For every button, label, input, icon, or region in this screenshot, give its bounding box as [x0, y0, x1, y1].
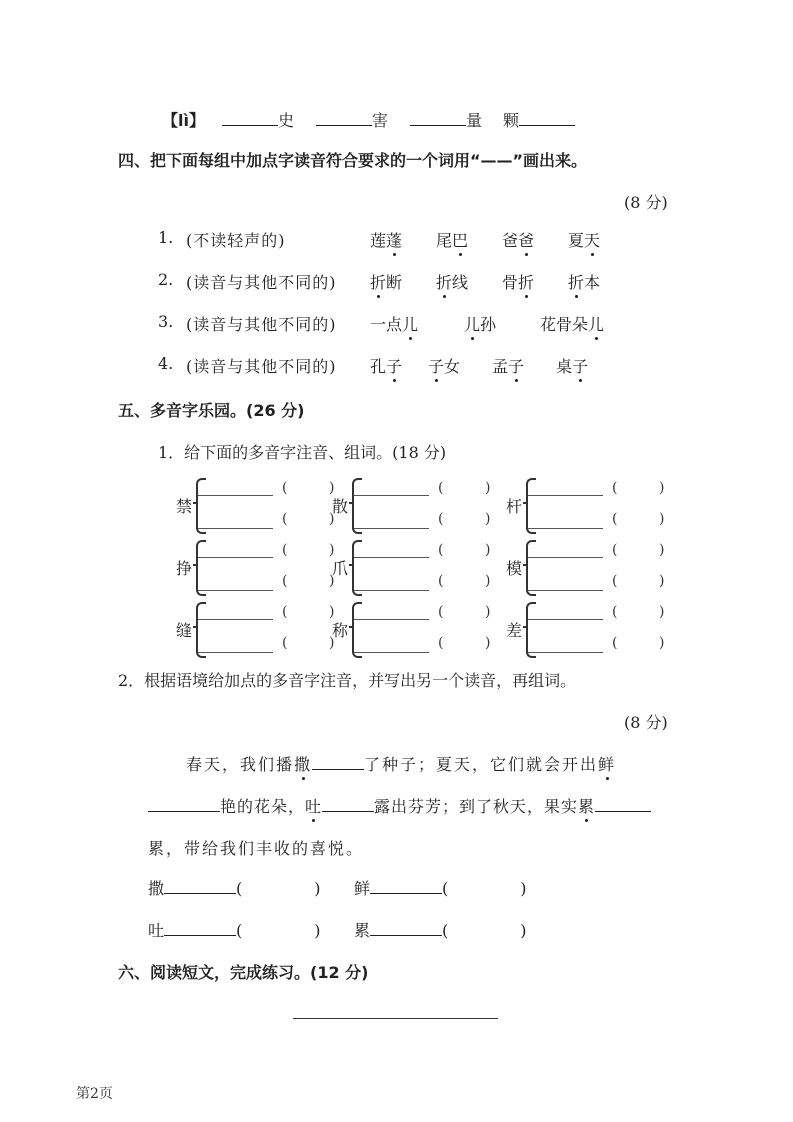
paren-open: ( [612, 480, 618, 496]
brace-nub [349, 626, 353, 632]
question-requirement: (读音与其他不同的) [186, 273, 337, 292]
word-blank[interactable] [354, 557, 429, 558]
dotted-char: 儿 [464, 312, 480, 335]
paren-close: ) [329, 511, 335, 527]
word-char: 夏 [568, 231, 585, 250]
passage-line-3: 累，带给我们丰收的喜悦。 [148, 839, 365, 858]
brace-nub [523, 626, 527, 632]
polyphone-char: 禁 [176, 497, 193, 516]
brace-nub [193, 626, 197, 632]
li-item-2 [316, 108, 388, 131]
paren-open: ( [612, 573, 618, 589]
paren-close: ) [329, 573, 335, 589]
word-char: 女 [444, 357, 461, 376]
polyphone-group [506, 602, 666, 658]
brace-icon [196, 602, 206, 658]
page-number: 第2页 [76, 1086, 113, 1102]
section5-q2-score: (8 分) [624, 713, 668, 732]
paren-close: ) [485, 635, 491, 651]
word-option[interactable] [370, 312, 418, 335]
word-char: 点 [386, 315, 403, 334]
paren-open: ( [438, 480, 444, 496]
brace-nub [349, 502, 353, 508]
paren-open: ( [438, 604, 444, 620]
dotted-char: 撒 [294, 752, 312, 775]
answer-blank[interactable] [595, 797, 651, 812]
brace-nub [193, 564, 197, 570]
paren-close: ) [659, 604, 665, 620]
word-blank[interactable] [198, 495, 273, 496]
word-option[interactable] [540, 312, 604, 335]
paren-open: ( [282, 635, 288, 651]
paren-close: ) [659, 511, 665, 527]
word-blank[interactable] [528, 557, 603, 558]
answer-blank[interactable] [164, 921, 236, 936]
word-blank[interactable] [528, 528, 603, 529]
polyphone-group [176, 540, 336, 596]
word-blank[interactable] [354, 495, 429, 496]
word-blank[interactable] [354, 652, 429, 653]
li-char: 史 [278, 111, 295, 130]
li-item-1 [222, 108, 294, 131]
paren-open: ( [282, 604, 288, 620]
li-pronunciation-row [162, 108, 205, 131]
paren-close: ) [485, 542, 491, 558]
answer-blank[interactable] [222, 111, 278, 126]
answer-blank[interactable] [519, 111, 575, 126]
word-blank[interactable] [198, 528, 273, 529]
paren-open: ( [612, 542, 618, 558]
answer-blank[interactable] [316, 111, 372, 126]
dotted-char: 爸 [518, 228, 534, 251]
word-char: 孔 [370, 357, 387, 376]
paren-close: ) [485, 573, 491, 589]
polyphone-char: 差 [506, 621, 523, 640]
polyphone-group [506, 478, 666, 534]
dotted-char: 吐 [305, 794, 322, 817]
paren-open: ( [282, 573, 288, 589]
paren-close: ) [659, 480, 665, 496]
paren-open: ( [236, 879, 243, 898]
brace-icon [526, 602, 536, 658]
dotted-char: 天 [584, 228, 600, 251]
li-char: 害 [372, 111, 389, 130]
brace-icon [196, 478, 206, 534]
paren-close: ) [485, 511, 491, 527]
word-char: 桌 [556, 357, 573, 376]
paren-close: ) [520, 879, 527, 898]
dotted-char: 子 [428, 354, 444, 377]
word-blank[interactable] [528, 619, 603, 620]
word-option[interactable] [436, 228, 468, 251]
polyphone-char: 散 [332, 497, 349, 516]
answer-blank[interactable] [410, 111, 466, 126]
word-option[interactable] [464, 312, 496, 335]
answer-row-lei [354, 918, 527, 941]
polyphone-char: 缝 [176, 621, 193, 640]
paren-open: ( [438, 635, 444, 651]
word-blank[interactable] [528, 590, 603, 591]
li-char: 量 [466, 111, 483, 130]
paren-open: ( [282, 542, 288, 558]
word-option[interactable] [492, 354, 524, 377]
passage-text: 艳的花朵， [220, 797, 306, 816]
polyphone-group [176, 602, 336, 658]
section6-title: 六、阅读短文，完成练习。(12 分) [118, 963, 369, 982]
polyphone-group [506, 540, 666, 596]
question-number: 1. [158, 228, 174, 247]
question-number: 4. [158, 354, 174, 373]
polyphone-char: 挣 [176, 559, 193, 578]
answer-char: 吐 [148, 921, 165, 940]
polyphone-group [332, 540, 492, 596]
dotted-char: 折 [568, 270, 584, 293]
word-option[interactable] [502, 270, 534, 293]
brace-icon [352, 540, 362, 596]
polyphone-char: 称 [332, 621, 349, 640]
word-char: 线 [452, 273, 469, 292]
paren-close: ) [659, 573, 665, 589]
paren-open: ( [442, 921, 449, 940]
paren-close: ) [314, 921, 321, 940]
dotted-char: 子 [386, 354, 402, 377]
section5-q2-title: 2．根据语境给加点的多音字注音，并写出另一个读音，再组词。 [118, 671, 577, 690]
section5-title: 五、多音字乐园。(26 分) [118, 401, 305, 420]
dotted-char: 累 [578, 794, 595, 817]
paren-open: ( [236, 921, 243, 940]
paren-open: ( [438, 542, 444, 558]
word-char: 朵 [572, 315, 589, 334]
brace-nub [193, 502, 197, 508]
brace-icon [352, 478, 362, 534]
brace-icon [526, 478, 536, 534]
paren-close: ) [329, 635, 335, 651]
word-option[interactable] [428, 354, 460, 377]
word-blank[interactable] [198, 619, 273, 620]
word-blank[interactable] [528, 652, 603, 653]
question-requirement: (读音与其他不同的) [186, 315, 337, 334]
brace-nub [349, 564, 353, 570]
dotted-char: 儿 [402, 312, 418, 335]
word-char: 孟 [492, 357, 509, 376]
paren-close: ) [520, 921, 527, 940]
word-char: 莲 [370, 231, 387, 250]
question-requirement: (读音与其他不同的) [186, 357, 337, 376]
paren-close: ) [485, 480, 491, 496]
dotted-char: 巴 [452, 228, 468, 251]
paren-open: ( [282, 511, 288, 527]
word-option[interactable] [568, 228, 600, 251]
word-char: 骨 [556, 315, 573, 334]
word-blank[interactable] [528, 495, 603, 496]
section5-q1-title: 1．给下面的多音字注音、组词。(18 分) [158, 443, 447, 462]
word-option[interactable] [502, 228, 534, 251]
dotted-char: 鲜 [598, 752, 616, 775]
brace-nub [523, 502, 527, 508]
word-blank[interactable] [354, 619, 429, 620]
word-option[interactable] [370, 354, 402, 377]
paren-open: ( [612, 635, 618, 651]
word-blank[interactable] [198, 590, 273, 591]
brace-icon [526, 540, 536, 596]
paren-close: ) [314, 879, 321, 898]
passage-line-1 [186, 752, 616, 775]
question-requirement: (不读轻声的) [186, 231, 286, 250]
answer-row-xian [354, 876, 527, 899]
polyphone-group [332, 478, 492, 534]
polyphone-char: 杆 [506, 497, 523, 516]
paren-close: ) [329, 604, 335, 620]
brace-icon [196, 540, 206, 596]
answer-blank[interactable] [312, 755, 364, 770]
word-char: 尾 [436, 231, 453, 250]
question-number: 2. [158, 270, 174, 289]
brace-nub [523, 564, 527, 570]
word-char: 本 [584, 273, 601, 292]
answer-blank[interactable] [148, 797, 220, 812]
word-option[interactable] [436, 270, 468, 293]
passage-text: 春天，我们播 [186, 755, 295, 774]
answer-blank[interactable] [164, 879, 236, 894]
li-item-3 [410, 108, 482, 131]
word-option[interactable] [370, 228, 402, 251]
passage-title-blank[interactable] [293, 1018, 498, 1019]
answer-blank[interactable] [370, 921, 442, 936]
polyphone-group [332, 602, 492, 658]
word-char: 断 [386, 273, 403, 292]
answer-char: 鲜 [354, 879, 371, 898]
paren-open: ( [442, 879, 449, 898]
answer-row-sa [148, 876, 321, 899]
word-blank[interactable] [198, 652, 273, 653]
answer-blank[interactable] [322, 797, 374, 812]
paren-close: ) [329, 542, 335, 558]
word-char: 一 [370, 315, 387, 334]
li-char: 颗 [503, 111, 520, 130]
polyphone-group [176, 478, 336, 534]
paren-close: ) [659, 542, 665, 558]
paren-open: ( [438, 573, 444, 589]
word-option[interactable] [556, 354, 588, 377]
answer-blank[interactable] [370, 879, 442, 894]
dotted-char: 折 [436, 270, 452, 293]
passage-text: 露出芬芳；到了秋天，果实 [374, 797, 579, 816]
word-char: 孙 [480, 315, 497, 334]
section4-title: 四、把下面每组中加点字读音符合要求的一个词用“——”画出来。 [118, 151, 588, 170]
word-option[interactable] [370, 270, 402, 293]
dotted-char: 折 [518, 270, 534, 293]
question-number: 3. [158, 312, 174, 331]
passage-line-2 [148, 794, 651, 817]
answer-row-tu [148, 918, 321, 941]
word-blank[interactable] [354, 590, 429, 591]
li-item-4 [503, 108, 575, 131]
passage-text: 了种子；夏天，它们就会开出 [364, 755, 599, 774]
word-blank[interactable] [354, 528, 429, 529]
answer-char: 累 [354, 921, 371, 940]
paren-open: ( [612, 604, 618, 620]
dotted-char: 蓬 [386, 228, 402, 251]
dotted-char: 折 [370, 270, 386, 293]
dotted-char: 儿 [588, 312, 604, 335]
word-option[interactable] [568, 270, 600, 293]
word-blank[interactable] [198, 557, 273, 558]
paren-open: ( [282, 480, 288, 496]
dotted-char: 子 [508, 354, 524, 377]
paren-open: ( [438, 511, 444, 527]
paren-close: ) [659, 635, 665, 651]
polyphone-char: 模 [506, 559, 523, 578]
paren-close: ) [329, 480, 335, 496]
brace-icon [352, 602, 362, 658]
word-char: 花 [540, 315, 557, 334]
paren-close: ) [485, 604, 491, 620]
paren-open: ( [612, 511, 618, 527]
answer-char: 撒 [148, 879, 165, 898]
polyphone-char: 爪 [332, 559, 349, 578]
dotted-char: 子 [572, 354, 588, 377]
pinyin-label: 【lì】 [162, 111, 205, 130]
word-char: 骨 [502, 273, 519, 292]
word-char: 爸 [502, 231, 519, 250]
section4-score: (8 分) [624, 193, 668, 212]
